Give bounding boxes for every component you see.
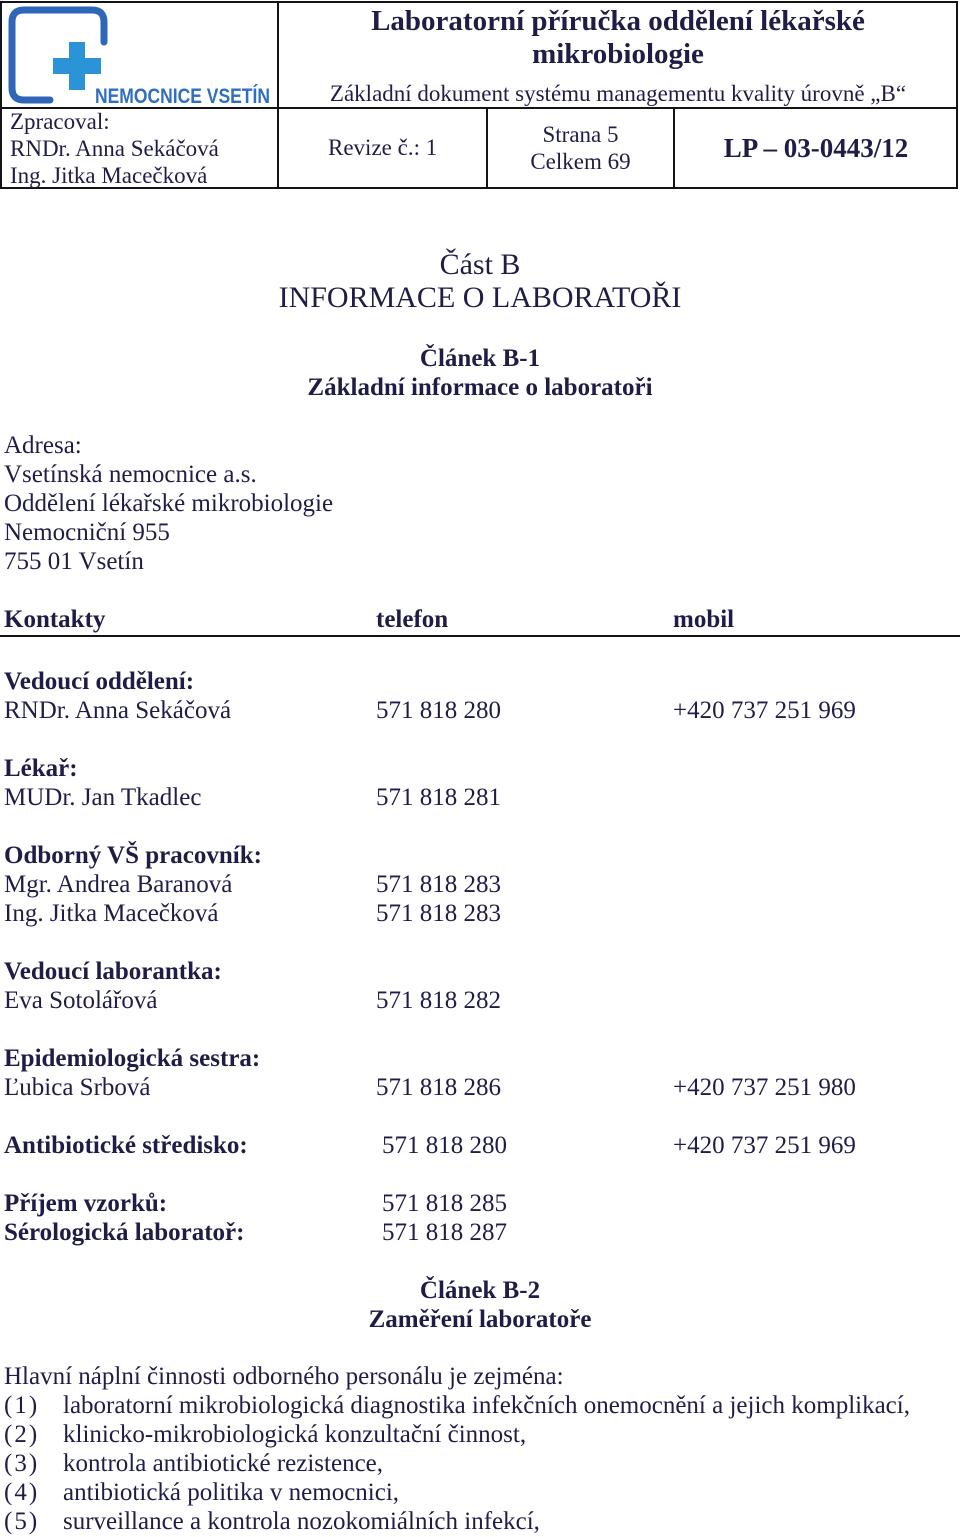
contact-row: [0, 1073, 960, 1102]
contact-group-label: Odborný VŠ pracovník:: [4, 842, 262, 869]
article-b2-title: Článek B-2: [419, 1277, 541, 1304]
contact-group-label: Lékař:: [4, 755, 78, 782]
list-item-number: (2): [4, 1421, 40, 1448]
page-number: Strana 5: [542, 122, 619, 147]
contact-group-label-row: [0, 754, 960, 783]
list-item-number: (4): [4, 1479, 40, 1506]
unit-phone: 571 818 287: [382, 1219, 507, 1246]
contact-name: MUDr. Jan Tkadlec: [4, 784, 202, 811]
unit-label: Příjem vzorků:: [4, 1190, 168, 1217]
address-line: [0, 518, 960, 547]
contact-phone: 571 818 283: [376, 871, 501, 898]
part-subtitle: INFORMACE O LABORATOŘI: [278, 281, 682, 314]
unit-contact-row: [0, 1218, 960, 1247]
list-item-text: kontrola antibiotické rezistence,: [63, 1450, 384, 1477]
contact-mobile: +420 737 251 980: [673, 1074, 856, 1101]
contact-group-label-row: [0, 667, 960, 696]
contact-name: RNDr. Anna Sekáčová: [4, 697, 232, 724]
contact-phone: 571 818 286: [376, 1074, 501, 1101]
article-b1-title: Článek B-1: [419, 345, 541, 372]
contact-row: [0, 986, 960, 1015]
unit-label: Sérologická laboratoř:: [4, 1219, 245, 1246]
contact-row: [0, 870, 960, 899]
unit-label: Antibiotické středisko:: [4, 1132, 248, 1159]
contact-group-label-row: [0, 957, 960, 986]
address-line-text: Nemocniční 955: [4, 519, 170, 546]
contact-name: Ing. Jitka Macečková: [4, 900, 219, 927]
document-title: Laboratorní příručka oddělení lékařské mikrobiologie: [371, 5, 865, 70]
prepared-by-name: RNDr. Anna Sekáčová: [10, 136, 219, 161]
list-item: [0, 1391, 960, 1420]
unit-mobile: +420 737 251 969: [673, 1132, 856, 1159]
address-line-text: Vsetínská nemocnice a.s.: [4, 461, 257, 488]
header-title-cell: [278, 2, 958, 108]
address-line-text: Oddělení lékařské mikrobiologie: [4, 490, 334, 517]
page-total: Celkem 69: [530, 149, 631, 174]
list-item: [0, 1420, 960, 1449]
list-item-text: antibiotická politika v nemocnici,: [63, 1479, 400, 1506]
unit-contact-row: [0, 1131, 960, 1160]
prepared-by-name: Ing. Jitka Macečková: [10, 163, 208, 188]
unit-phone: 571 818 285: [382, 1190, 507, 1217]
contact-row: [0, 899, 960, 928]
contact-name: Ľubica Srbová: [4, 1074, 151, 1101]
address-line: [0, 460, 960, 489]
document-subtitle: Základní dokument systému managementu kvality úrovně „B“: [329, 81, 907, 106]
contact-group-label: Epidemiologická sestra:: [4, 1045, 261, 1072]
list-item-text: surveillance a kontrola nozokomiálních infekcí,: [63, 1508, 540, 1535]
list-item: [0, 1478, 960, 1507]
unit-contact-row: [0, 1189, 960, 1218]
phone-column-header: telefon: [376, 606, 449, 633]
page-counter: [487, 121, 674, 175]
list-item-text: klinicko-mikrobiologická konzultační činnost,: [63, 1421, 527, 1448]
contact-group-label: Vedoucí oddělení:: [4, 668, 195, 695]
list-item-number: (3): [4, 1450, 40, 1477]
contact-phone: 571 818 280: [376, 697, 501, 724]
article-b1-subtitle: Základní informace o laboratoři: [307, 374, 653, 401]
address-label: Adresa:: [4, 432, 82, 459]
contact-mobile: +420 737 251 969: [673, 697, 856, 724]
contact-row: [0, 696, 960, 725]
list-item-number: (1): [4, 1392, 40, 1419]
address-label-row: [0, 431, 960, 460]
contact-phone: 571 818 282: [376, 987, 501, 1014]
address-line-text: 755 01 Vsetín: [4, 548, 144, 575]
contact-group-label: Vedoucí laborantka:: [4, 958, 222, 985]
list-item: [0, 1449, 960, 1478]
list-item: [0, 1507, 960, 1536]
address-line: [0, 489, 960, 518]
contact-row: [0, 783, 960, 812]
list-item-number: (5): [4, 1508, 40, 1535]
unit-phone: 571 818 280: [382, 1132, 507, 1159]
list-item-text: laboratorní mikrobiologická diagnostika infekčních onemocnění a jejich komplikací,: [63, 1392, 910, 1419]
logo-frame-shape: [12, 10, 104, 100]
header-logo-cell: [0, 0, 278, 108]
prepared-by-label: Zpracoval:: [10, 109, 110, 134]
contact-group-label-row: [0, 841, 960, 870]
logo-text: NEMOCNICE VSETÍN: [95, 85, 270, 108]
contact-phone: 571 818 281: [376, 784, 501, 811]
contacts-column-header: Kontakty: [4, 606, 106, 633]
part-title: Část B: [439, 248, 521, 281]
contact-group-label-row: [0, 1044, 960, 1073]
focus-intro: Hlavní náplní činnosti odborného personálu je zejména:: [4, 1363, 564, 1390]
article-b2-subtitle: Zaměření laboratoře: [368, 1306, 592, 1333]
medical-cross-icon: [53, 42, 101, 90]
hospital-logo: [0, 0, 278, 108]
document-code: LP – 03-0443/12: [723, 133, 909, 163]
contact-phone: 571 818 283: [376, 900, 501, 927]
mobile-column-header: mobil: [673, 606, 735, 633]
address-line: [0, 547, 960, 576]
revision-number: Revize č.: 1: [328, 135, 438, 160]
contact-name: Eva Sotolářová: [4, 987, 158, 1014]
focus-intro-row: [0, 1362, 960, 1391]
contacts-header-underline: [0, 635, 960, 637]
prepared-by-block: [10, 108, 219, 189]
contacts-header-row: [0, 605, 960, 634]
contact-name: Mgr. Andrea Baranová: [4, 871, 233, 898]
